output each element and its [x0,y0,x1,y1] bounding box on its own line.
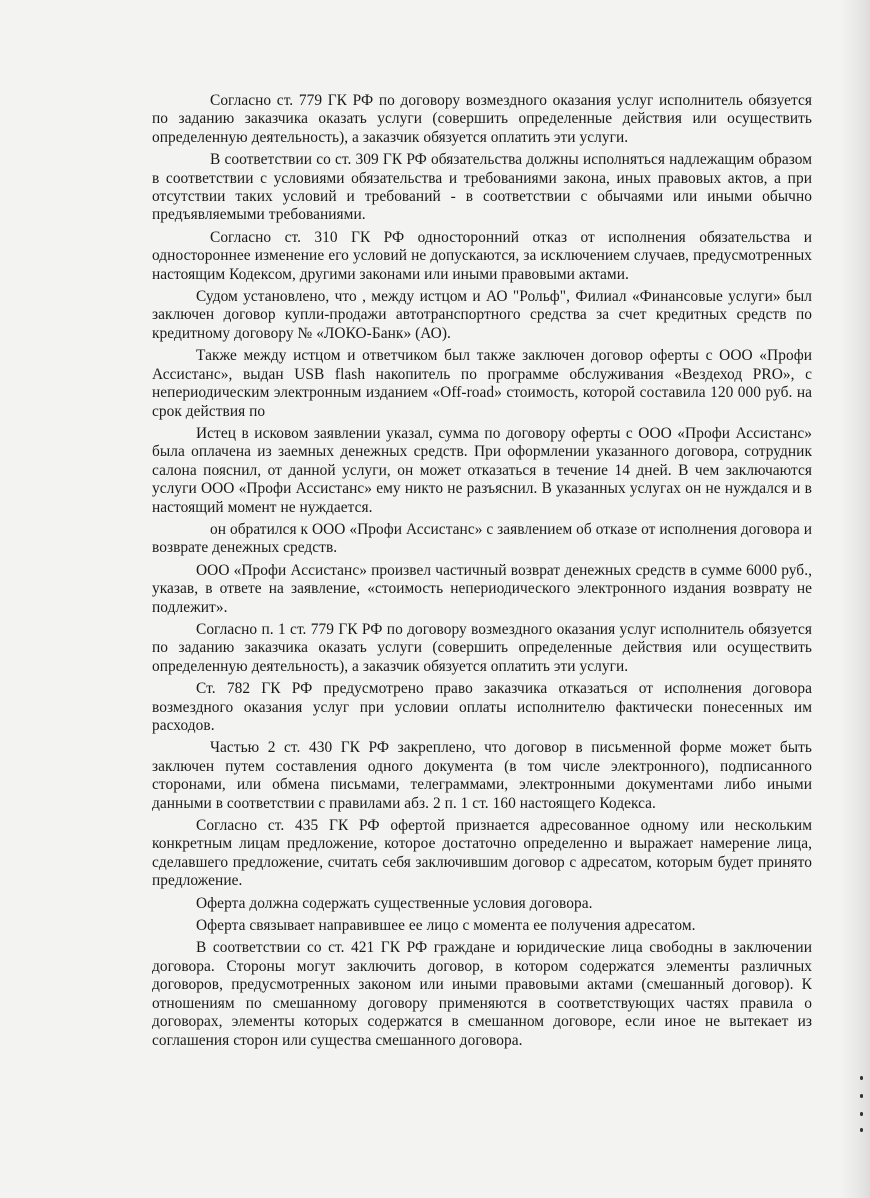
paragraph-art-435: Согласно ст. 435 ГК РФ офертой признается адресованное одному или нескольким конкретным лицам предложение, которое достаточно определенно и выражает намерение лица, сделавшего предложение, считать себя заключившим договор с адресатом, которым будет принято предложение. [152,817,812,890]
scan-speck [860,1112,863,1116]
scan-page-edge [840,0,870,1198]
paragraph-court-established: Судом установлено, что , между истцом и АО "Рольф", Филиал «Финансовые услуги» был заключен договор купли-продажи автотранспортного средства за счет кредитных средств по кредитному договору № «ЛОКО-Банк» (АО). [152,288,812,342]
paragraph-offer-binding: Оферта связывает направившее ее лицо с момента ее получения адресатом. [196,917,696,935]
paragraph-offer-terms: Оферта должна содержать существенные условия договора. [196,894,593,912]
paragraph-art-309: В соответствии со ст. 309 ГК РФ обязательства должны исполняться надлежащим образом в соответствии с условиями обязательства и требованиями закона, иных правовых актов, а при отсутствии таких условий и требований - в соответствии с обычаями или иными обычно предъявляемыми требованиями. [152,151,812,224]
paragraph-offer-contract: Также между истцом и ответчиком был также заключен договор оферты с ООО «Профи Ассистанс», выдан USB flash накопитель по программе обслуживания «Вездеход PRO», с непериодическим электронным изданием «Off-road» стоимость, которой составила 120 000 руб. на срок действия по [152,347,812,420]
scan-speck [860,1076,863,1080]
margin-scan-marks [856,1076,866,1136]
document-body [152,92,812,1054]
paragraph-art-782: Ст. 782 ГК РФ предусмотрено право заказчика отказаться от исполнения договора возмездного оказания услуг при условии оплаты исполнителю фактически понесенных им расходов. [152,680,812,734]
paragraph-art-779-p1: Согласно п. 1 ст. 779 ГК РФ по договору возмездного оказания услуг исполнитель обязуется по заданию заказчика оказать услуги (совершить определенные действия или осуществить определенную деятельность), а заказчик обязуется оплатить эти услуги. [152,620,812,675]
paragraph-claim: Истец в исковом заявлении указал, сумма по договору оферты с ООО «Профи Ассистанс» была оплачена из заемных денежных средств. При оформлении указанного договора, сотрудник салона пояснил, от данной услуги, он может отказаться в течение 14 дней. В чем заключаются услуги ООО «Профи Ассистанс» ему никто не разъяснил. В указанных услугах он не нуждался и в настоящий момент не нуждается. [152,424,812,516]
paragraph-art-779: Согласно ст. 779 ГК РФ по договору возмездного оказания услуг исполнитель обязуется по заданию заказчика оказать услуги (совершить определенные действия или осуществить определенную деятельность), а заказчик обязуется оплатить эти услуги. [152,92,812,146]
scan-speck [860,1094,863,1098]
paragraph-refusal-request: он обратился к ООО «Профи Ассистанс» с заявлением об отказе от исполнения договора и возврате денежных средств. [152,520,812,557]
paragraph-art-430: Частью 2 ст. 430 ГК РФ закреплено, что договор в письменной форме может быть заключен путем составления одного документа (в том числе электронного), подписанного сторонами, или обмена письмами, телеграммами, электронными документами либо иными данными в соответствии с правилами абз. 2 п. 1 ст. 160 настоящего Кодекса. [152,739,812,812]
scan-speck [860,1128,863,1132]
paragraph-art-310: Согласно ст. 310 ГК РФ односторонний отказ от исполнения обязательства и одностороннее изменение его условий не допускаются, за исключением случаев, предусмотренных настоящим Кодексом, другими законами или иными правовыми актами. [152,228,812,283]
paragraph-art-421: В соответствии со ст. 421 ГК РФ граждане и юридические лица свободны в заключении договора. Стороны могут заключить договор, в котором содержатся элементы различных договоров, предусмотренных законом или иными правовыми актами (смешанный договор). К отношениям по смешанному договору применяются в соответствующих частях правила о договорах, элементы которых содержатся в смешанном договоре, если иное не вытекает из соглашения сторон или существа смешанного договора. [152,939,812,1049]
paragraph-partial-refund: ООО «Профи Ассистанс» произвел частичный возврат денежных средств в сумме 6000 руб., указав, в ответе на заявление, «стоимость непериодического электронного издания возврату не подлежит». [152,561,812,616]
